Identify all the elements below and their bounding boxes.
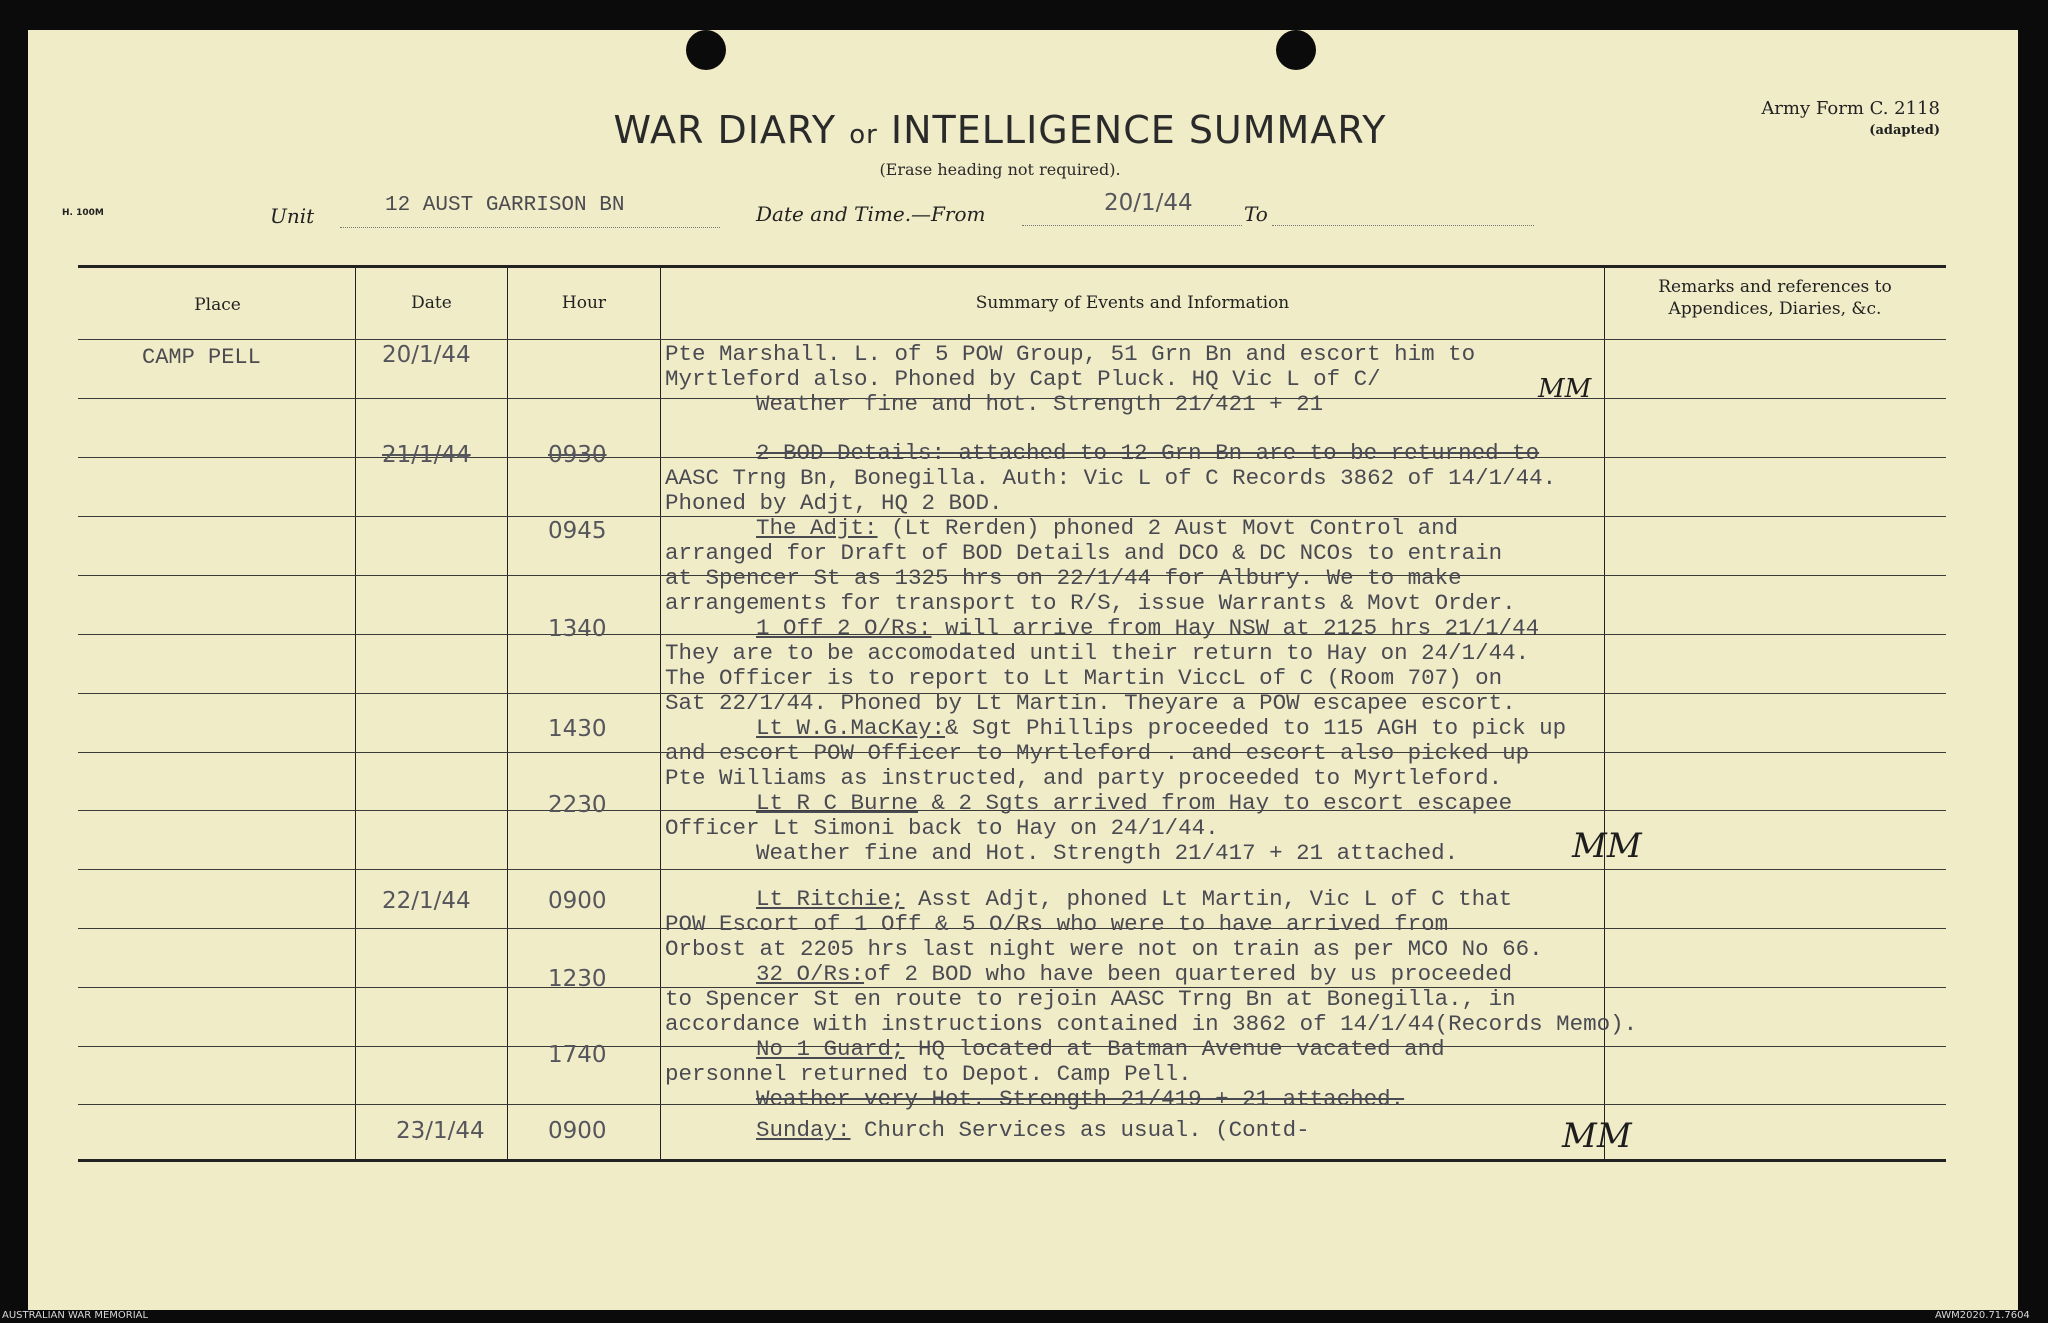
summary-line: Pte Marshall. L. of 5 POW Group, 51 Grn Bn and escort him to	[665, 341, 1476, 367]
entry-heading: No 1 Guard;	[756, 1036, 905, 1062]
summary-line: personnel returned to Depot. Camp Pell.	[665, 1061, 1192, 1087]
entry-text: & Sgt Phillips proceeded to 115 AGH to pick up	[945, 715, 1567, 741]
title-or: or	[849, 120, 878, 150]
date-time-label: Date and Time.—From	[756, 202, 986, 226]
summary-line: Officer Lt Simoni back to Hay on 24/1/44.	[665, 815, 1219, 841]
summary-line	[756, 887, 1512, 912]
summary-line	[756, 1118, 1310, 1143]
date-entry: 23/1/44	[396, 1118, 485, 1144]
entry-text: will arrive from Hay NSW at 2125 hrs 21/1/44	[931, 615, 1540, 641]
summary-line: Weather fine and hot. Strength 21/421 + 21	[756, 391, 1324, 417]
summary-line: Phoned by Adjt, HQ 2 BOD.	[665, 490, 1003, 516]
summary-line: at Spencer St as 1325 hrs on 22/1/44 for Albury. We to make	[665, 565, 1462, 591]
row-rule	[78, 339, 1946, 340]
archive-credit: AUSTRALIAN WAR MEMORIAL	[2, 1310, 149, 1321]
header-hour: Hour	[561, 293, 607, 313]
summary-line	[756, 516, 1458, 541]
table-top-rule	[78, 265, 1946, 268]
title-part-2: INTELLIGENCE SUMMARY	[890, 108, 1387, 152]
hour-entry: 0900	[548, 1118, 607, 1144]
summary-line: 2 BOD Details: attached to 12 Grn Bn are to be returned to	[756, 440, 1540, 466]
punch-hole	[686, 30, 726, 70]
from-dotted-line	[1022, 225, 1242, 226]
officer-initials: MM	[1562, 1116, 1632, 1156]
summary-line: Myrtleford also. Phoned by Capt Pluck. HQ Vic L of C/	[665, 366, 1381, 392]
header-date: Date	[411, 293, 452, 313]
unit-value: 12 AUST GARRISON BN	[385, 194, 625, 217]
summary-line	[756, 962, 1512, 987]
summary-line: arrangements for transport to R/S, issue Warrants & Movt Order.	[665, 590, 1516, 616]
from-date-value: 20/1/44	[1104, 190, 1193, 216]
form-reference	[1720, 98, 1940, 138]
row-rule	[78, 869, 1946, 870]
summary-line: AASC Trng Bn, Bonegilla. Auth: Vic L of C Records 3862 of 14/1/44.	[665, 465, 1557, 491]
hour-entry: 0945	[548, 518, 607, 544]
hour-entry: 1230	[548, 966, 607, 992]
summary-line: Weather very Hot. Strength 21/419 + 21 attached.	[756, 1086, 1405, 1112]
entry-heading: 32 O/Rs:	[756, 961, 865, 987]
summary-line: They are to be accomodated until their return to Hay on 24/1/44.	[665, 640, 1530, 666]
date-entry: 20/1/44	[382, 342, 471, 368]
date-entry: 22/1/44	[382, 888, 471, 914]
hour-entry: 2230	[548, 792, 607, 818]
hour-entry: 1740	[548, 1042, 607, 1068]
entry-text: Church Services as usual. (Contd-	[850, 1117, 1310, 1143]
unit-dotted-line	[340, 227, 720, 228]
subtitle: (Erase heading not required).	[879, 160, 1121, 179]
entry-heading: Sunday:	[756, 1117, 851, 1143]
entry-text: Asst Adjt, phoned Lt Martin, Vic L of C that	[904, 886, 1513, 912]
header-remarks: Remarks and references to Appendices, Diaries, &c.	[1658, 277, 1892, 319]
entry-text: of 2 BOD who have been quartered by us proceeded	[864, 961, 1513, 987]
summary-line: Orbost at 2205 hrs last night were not on train as per MCO No 66.	[665, 936, 1543, 962]
unit-label: Unit	[270, 204, 315, 228]
form-number: Army Form C. 2118	[1761, 98, 1940, 119]
entry-heading: 1 Off 2 O/Rs:	[756, 615, 932, 641]
column-divider	[507, 267, 508, 1160]
summary-line: accordance with instructions contained in 3862 of 14/1/44(Records Memo).	[665, 1011, 1638, 1037]
document-title	[550, 108, 1450, 152]
summary-line	[756, 716, 1566, 741]
place-entry: CAMP PELL	[142, 345, 261, 370]
summary-line	[756, 616, 1539, 641]
summary-line: and escort POW Officer to Myrtleford . and escort also picked up	[665, 740, 1530, 766]
summary-line	[756, 1037, 1445, 1062]
column-divider	[660, 267, 661, 1160]
to-label: To	[1244, 202, 1268, 226]
table-bottom-rule	[78, 1159, 1946, 1162]
entry-heading: The Adjt:	[756, 515, 878, 541]
summary-line: Sat 22/1/44. Phoned by Lt Martin. Theyare a POW escapee escort.	[665, 690, 1516, 716]
archive-reference: AWM2020.71.7604	[1935, 1310, 2030, 1321]
officer-initials: MM	[1538, 374, 1592, 404]
date-entry: 21/1/44	[382, 442, 471, 468]
column-divider	[355, 267, 356, 1160]
officer-initials: MM	[1572, 826, 1642, 866]
hour-entry: 1340	[548, 616, 607, 642]
summary-line: Weather fine and Hot. Strength 21/417 + 21 attached.	[756, 840, 1459, 866]
entry-heading: Lt Ritchie;	[756, 886, 905, 912]
entry-text: (Lt Rerden) phoned 2 Aust Movt Control and	[877, 515, 1459, 541]
header-place: Place	[194, 295, 241, 315]
punch-hole	[1276, 30, 1316, 70]
hour-entry: 0900	[548, 888, 607, 914]
entry-heading: Lt R C Burne	[756, 790, 919, 816]
form-code: H. 100M	[62, 208, 104, 218]
header-summary: Summary of Events and Information	[975, 293, 1290, 313]
summary-line: POW Escort of 1 Off & 5 O/Rs who were to have arrived from	[665, 911, 1449, 937]
entry-text: HQ located at Batman Avenue vacated and	[904, 1036, 1445, 1062]
entry-heading: Lt W.G.MacKay:	[756, 715, 946, 741]
summary-line: The Officer is to report to Lt Martin ViccL of C (Room 707) on	[665, 665, 1503, 691]
entry-text: & 2 Sgts arrived from Hay to escort escapee	[918, 790, 1513, 816]
summary-line	[756, 791, 1512, 816]
summary-line: to Spencer St en route to rejoin AASC Trng Bn at Bonegilla., in	[665, 986, 1516, 1012]
form-adapted: (adapted)	[1869, 123, 1940, 138]
hour-entry: 0930	[548, 442, 607, 468]
title-part-1: WAR DIARY	[613, 108, 837, 152]
to-dotted-line	[1272, 225, 1534, 226]
hour-entry: 1430	[548, 716, 607, 742]
summary-line: arranged for Draft of BOD Details and DCO & DC NCOs to entrain	[665, 540, 1503, 566]
summary-line: Pte Williams as instructed, and party proceeded to Myrtleford.	[665, 765, 1503, 791]
